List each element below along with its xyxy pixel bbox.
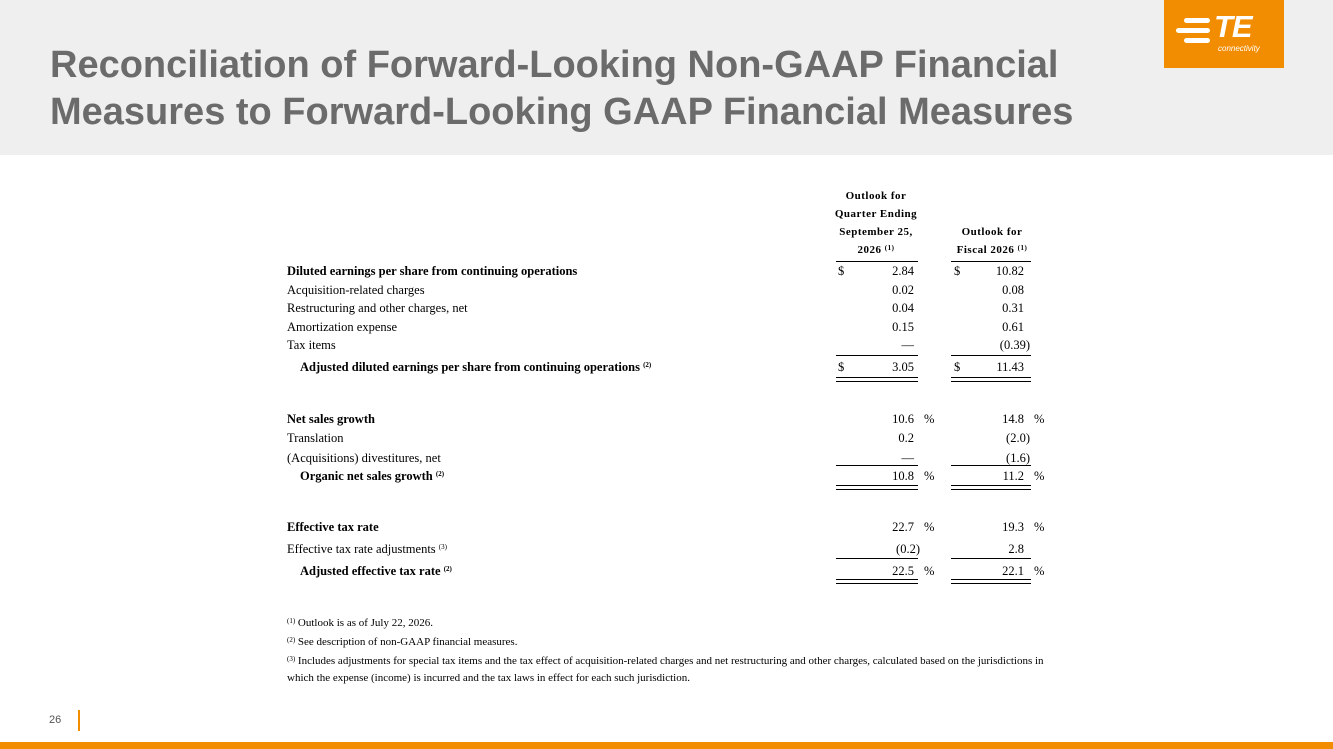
col2-line2 [944, 241, 1040, 259]
value-fiscal: (2.0) [1006, 431, 1030, 445]
currency-sign: $ [838, 360, 845, 374]
value-fiscal: 11.43 [996, 360, 1024, 374]
percent-sign: % [924, 469, 935, 483]
value-fiscal: 22.1 [1002, 564, 1024, 578]
percent-sign: % [924, 412, 935, 426]
row-label-text: Effective tax rate adjustments [287, 542, 436, 556]
subtotal-rule [836, 465, 918, 466]
total-double-rule [951, 485, 1031, 490]
footnote-text: Includes adjustments for special tax items and the tax effect of acquisition-related charges and net restructuring and other charges, calculated based on the jurisdictions in which the expense (income) is incurred and the tax laws in effect for each such jurisdiction. [287, 655, 1044, 684]
percent-sign: % [1034, 412, 1045, 426]
value-quarter: 0.2 [898, 431, 914, 445]
subtotal-rule [951, 465, 1031, 466]
value-quarter: 2.84 [892, 264, 914, 278]
value-quarter: 0.02 [892, 283, 914, 297]
title-line-1: Reconciliation of Forward-Looking Non-GAAP Financial [50, 44, 1059, 86]
percent-sign: % [1034, 564, 1045, 578]
row-label-text: Organic net sales growth [300, 469, 433, 483]
row-label [287, 541, 447, 557]
value-fiscal: 0.08 [1002, 283, 1024, 297]
footer-accent-bar [0, 742, 1333, 749]
page-number: 26 [49, 714, 62, 726]
value-fiscal: 14.8 [1002, 412, 1024, 426]
title-line-2: Measures to Forward-Looking GAAP Financial Measures [50, 91, 1074, 133]
logo-text: TE [1214, 9, 1252, 44]
subtotal-rule [836, 355, 918, 356]
row-label: Acquisition-related charges [287, 283, 425, 297]
value-fiscal: 2.8 [1008, 542, 1024, 556]
value-fiscal: 11.2 [1002, 469, 1024, 483]
total-double-rule [836, 579, 918, 584]
row-note: (2) [643, 361, 652, 369]
row-note: (3) [438, 543, 447, 551]
value-fiscal: 0.31 [1002, 301, 1024, 315]
footnote-mark: (2) [287, 636, 296, 644]
value-quarter: 3.05 [892, 360, 914, 374]
column-header-quarter [826, 187, 926, 259]
value-quarter: 22.7 [892, 520, 914, 534]
value-quarter: (0.2) [896, 542, 920, 556]
value-quarter: 0.15 [892, 320, 914, 334]
value-quarter: 10.8 [892, 469, 914, 483]
value-fiscal: 19.3 [1002, 520, 1024, 534]
percent-sign: % [1034, 520, 1045, 534]
col1-header-rule [836, 261, 918, 262]
row-label [300, 359, 651, 375]
logo-subtext: connectivity [1218, 44, 1260, 53]
col2-header-rule [951, 261, 1031, 262]
row-label: Tax items [287, 338, 336, 352]
row-label-text: Adjusted effective tax rate [300, 564, 441, 578]
row-label: Diluted earnings per share from continuing operations [287, 264, 578, 278]
footnote-mark: (1) [287, 617, 296, 625]
row-label: Effective tax rate [287, 520, 379, 534]
col1-year: 2026 [857, 244, 882, 256]
subtotal-rule [951, 558, 1031, 559]
row-label [300, 468, 444, 484]
row-label: Translation [287, 431, 344, 445]
currency-sign: $ [838, 264, 845, 278]
percent-sign: % [924, 520, 935, 534]
row-label: Net sales growth [287, 412, 375, 426]
col1-line3: September 25, [839, 226, 913, 238]
value-fiscal: (0.39) [999, 338, 1030, 352]
value-quarter: 22.5 [892, 564, 914, 578]
percent-sign: % [924, 564, 935, 578]
currency-sign: $ [954, 360, 961, 374]
subtotal-rule [951, 355, 1031, 356]
col1-line1: Outlook for [845, 190, 907, 202]
col1-note: (1) [884, 244, 895, 252]
footnote-text: See description of non-GAAP financial measures. [297, 636, 518, 648]
value-quarter: — [901, 338, 914, 352]
value-fiscal: 10.82 [995, 264, 1024, 278]
value-quarter: 10.6 [892, 412, 914, 426]
footnote-text: Outlook is as of July 22, 2026. [297, 617, 433, 629]
value-quarter: — [901, 451, 914, 465]
col2-note: (1) [1017, 244, 1028, 252]
row-note: (2) [435, 470, 445, 478]
page-number-divider [78, 710, 80, 731]
row-label: Amortization expense [287, 320, 398, 334]
total-double-rule [836, 485, 918, 490]
col2-line1: Outlook for [961, 226, 1023, 238]
col2-year: Fiscal 2026 [956, 244, 1015, 256]
total-double-rule [951, 579, 1031, 584]
total-double-rule [951, 377, 1031, 382]
col1-line4 [826, 241, 926, 259]
value-quarter: 0.04 [892, 301, 914, 315]
value-fiscal: (1.6) [1006, 451, 1030, 465]
row-note: (2) [443, 565, 452, 573]
value-fiscal: 0.61 [1002, 320, 1024, 334]
column-header-fiscal [944, 223, 1040, 259]
row-label [300, 563, 452, 579]
currency-sign: $ [954, 264, 961, 278]
row-label: (Acquisitions) divestitures, net [287, 451, 441, 465]
total-double-rule [836, 377, 918, 382]
footnote [287, 634, 1047, 651]
col1-line2: Quarter Ending [834, 208, 918, 220]
footnote [287, 653, 1047, 687]
percent-sign: % [1034, 469, 1045, 483]
footnote-mark: (3) [287, 655, 296, 663]
row-label: Restructuring and other charges, net [287, 301, 468, 315]
row-label-text: Adjusted diluted earnings per share from continuing operations [300, 360, 640, 374]
footnote [287, 615, 1047, 632]
subtotal-rule [836, 558, 918, 559]
